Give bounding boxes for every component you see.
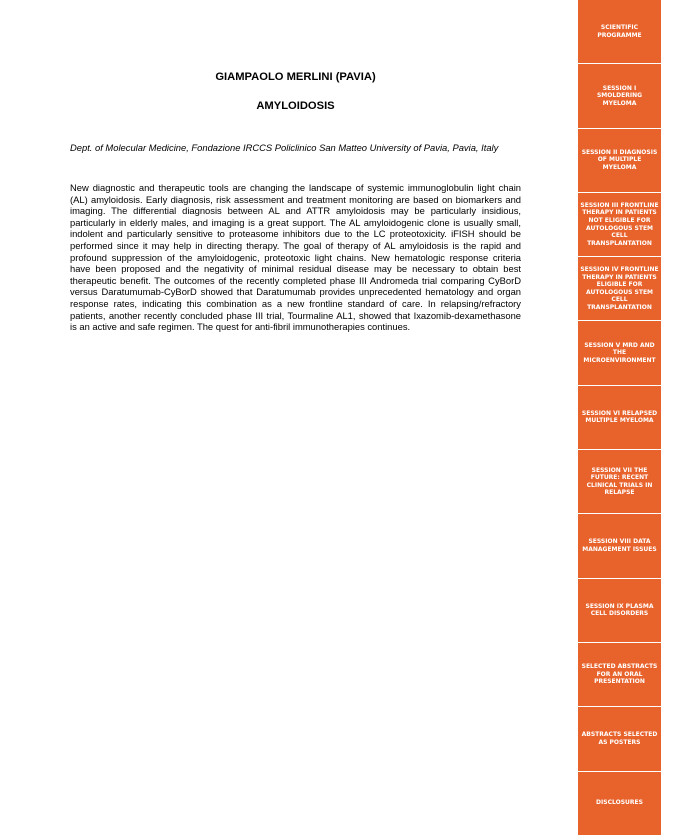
sidebar-item-label: SESSION IX PLASMA CELL DISORDERS (585, 602, 654, 618)
sidebar-item-session-8[interactable] (578, 514, 661, 577)
author-name: GIAMPAOLO MERLINI (PAVIA) (215, 71, 376, 83)
abstract-title: AMYLOIDOSIS (256, 100, 335, 112)
sidebar-item-selected-abstracts-oral[interactable] (578, 643, 661, 706)
sidebar-item-disclosures[interactable] (578, 772, 661, 835)
sidebar-item-label: SESSION III FRONTLINE THERAPY IN PATIENTS NOT ELIGIBLE FOR AUTOLOGOUS STEM CELL TRANSPLANTATION (580, 201, 659, 247)
sidebar-item-session-2[interactable] (578, 129, 661, 192)
sidebar-item-label: SCIENTIFIC PROGRAMME (597, 24, 642, 39)
sidebar-item-session-7[interactable] (578, 450, 661, 513)
sidebar-item-session-4[interactable] (578, 257, 661, 320)
sidebar-item-session-6[interactable] (578, 386, 661, 449)
sidebar-item-label: SESSION VII THE FUTURE: RECENT CLINICAL TRIALS IN RELAPSE (586, 466, 653, 497)
sidebar-item-session-5[interactable] (578, 321, 661, 384)
sidebar-item-label: ABSTRACTS SELECTED AS POSTERS (581, 731, 658, 746)
sidebar-item-session-9[interactable] (578, 579, 661, 642)
sidebar-item-label: SESSION I SMOLDERING MYELOMA (596, 84, 643, 107)
sidebar-item-label: SESSION VI RELAPSED MULTIPLE MYELOMA (581, 409, 658, 425)
section-sidebar (578, 0, 661, 836)
sidebar-item-scientific-programme[interactable] (578, 0, 661, 63)
sidebar-item-label: SESSION V MRD AND THE MICROENVIRONMENT (583, 341, 656, 364)
sidebar-item-label: SESSION VIII DATA MANAGEMENT ISSUES (582, 538, 657, 554)
abstract-body: New diagnostic and therapeutic tools are changing the landscape of systemic immunoglobulin light chain (AL) amyloidosis. Early diagnosis, risk assessment and treatment monitoring are based on biomarkers and imaging. The differential diagnosis between AL and ATTR amyloidosis may be particularly insidious, particularly in elderly males, and imaging is a great support. The AL amyloidogenic clone is usually small, indolent and particularly sensitive to proteasome inhibitors due to the LC proteotoxicity. iFISH should be performed since it may help in directing therapy. The goal of therapy of AL amyloidosis is the rapid and profound suppression of the amyloidogenic, proteotoxic light chains. New hematologic response criteria have been proposed and the negativity of minimal residual disease may be necessary to obtain best therapeutic benefit. The outcomes of the recently completed phase III Andromeda trial comparing CyBorD versus Daratumumab-CyBorD showed that Daratumumab provides unprecedented hematology and organ response rates, indicating this combination as a new frontline standard of care. In relapsing/refractory patients, another recently concluded phase III trial, Tourmaline AL1, showed that Ixazomib-dexamethasone is an active and safe regimen. The quest for anti-fibril immunotherapies continues. (70, 182, 521, 333)
sidebar-item-label: SESSION II DIAGNOSIS OF MULTIPLE MYELOMA (581, 148, 658, 172)
sidebar-item-session-3[interactable] (578, 193, 661, 256)
sidebar-item-label: SELECTED ABSTRACTS FOR AN ORAL PRESENTATION (581, 663, 658, 686)
abstract-content (70, 70, 521, 333)
affiliation: Dept. of Molecular Medicine, Fondazione IRCCS Policlinico San Matteo University of Pavia, Pavia, Italy (70, 142, 499, 153)
sidebar-item-abstracts-posters[interactable] (578, 707, 661, 770)
sidebar-item-label: SESSION IV FRONTLINE THERAPY IN PATIENTS ELIGIBLE FOR AUTOLOGOUS STEM CELL TRANSPLANTATION (580, 266, 659, 312)
sidebar-item-session-1[interactable] (578, 64, 661, 127)
sidebar-item-label: DISCLOSURES (596, 799, 643, 807)
